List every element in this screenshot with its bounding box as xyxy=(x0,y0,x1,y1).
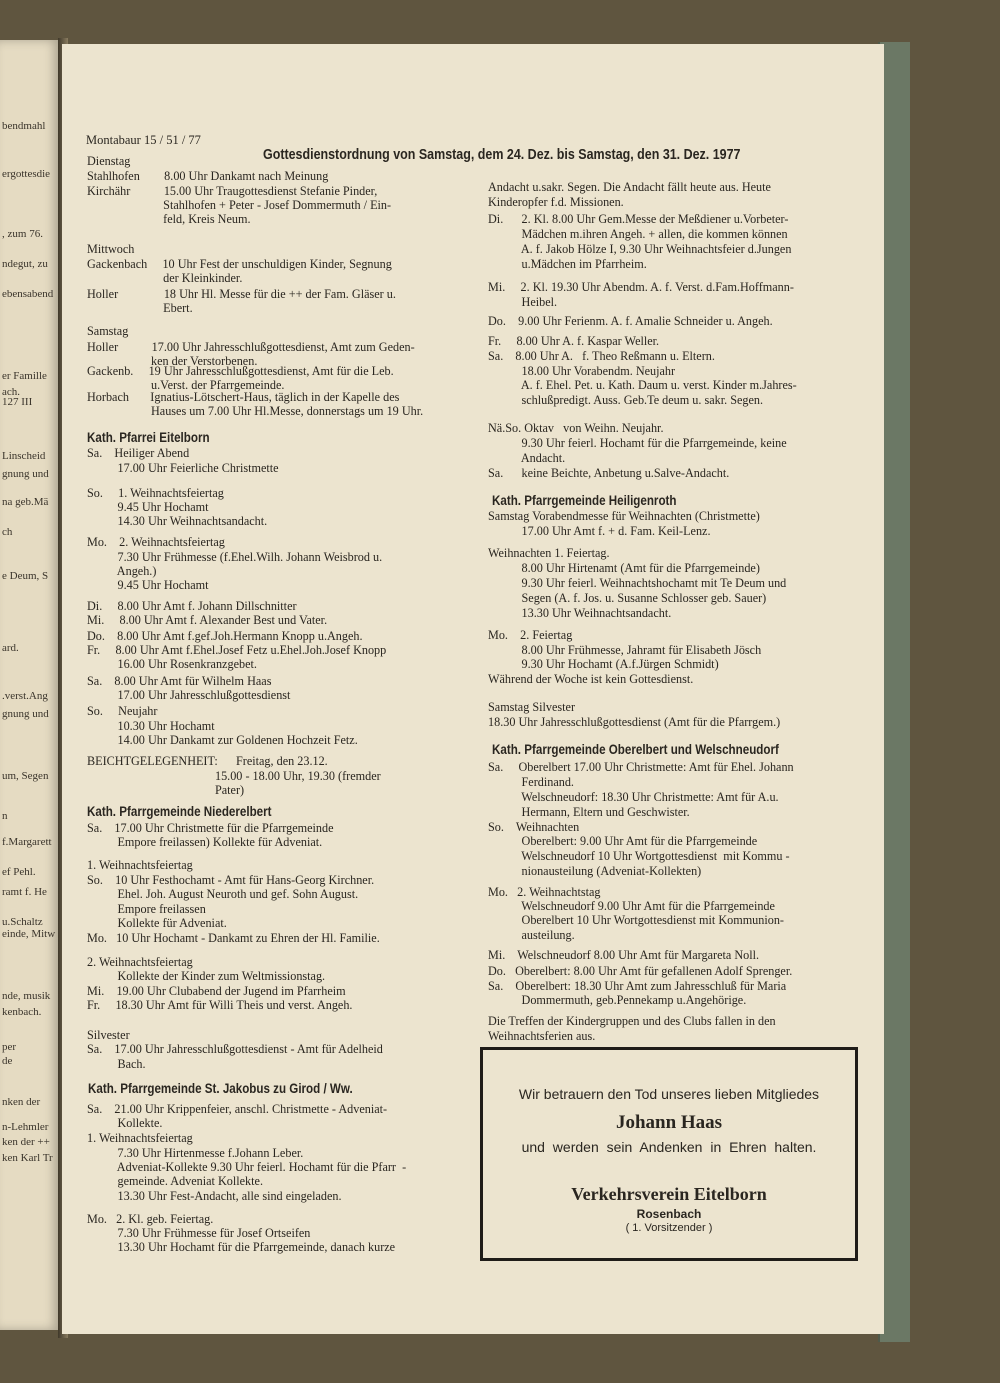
left-page-fragment: ergottesdie xyxy=(2,168,51,180)
schedule-line: Di. 2. Kl. 8.00 Uhr Gem.Messe der Meßdiener u.Vorbeter- xyxy=(488,212,789,226)
schedule-line: Holler 17.00 Uhr Jahresschlußgottesdienst, Amt zum Geden- xyxy=(87,340,415,354)
schedule-line: der Kleinkinder. xyxy=(87,271,243,285)
left-page-fragment: n xyxy=(2,810,8,822)
schedule-line: u.Mädchen im Pfarrheim. xyxy=(488,257,647,271)
left-page-edge xyxy=(0,40,60,1330)
schedule-line: Andacht. xyxy=(488,451,566,465)
heading-girod: Kath. Pfarrgemeinde St. Jakobus zu Girod / Ww. xyxy=(88,1081,353,1096)
schedule-line: Oberelbert 10 Uhr Wortgottesdienst mit Kommunion- xyxy=(488,913,784,927)
schedule-line: 1. Weihnachtsfeiertag xyxy=(87,1131,193,1145)
left-page-fragment: nde, musik xyxy=(2,990,51,1002)
schedule-line: Sa. Oberelbert 17.00 Uhr Christmette: Amt für Ehel. Johann xyxy=(488,760,794,774)
left-page-fragment: n-Lehmler xyxy=(2,1121,49,1133)
schedule-line: Kollekte für Adveniat. xyxy=(87,916,227,930)
schedule-line: 17.00 Uhr Jahresschlußgottesdienst xyxy=(87,688,291,702)
notice-line2: und werden sein Andenken in Ehren halten. xyxy=(521,1139,817,1155)
schedule-line: Mi. 2. Kl. 19.30 Uhr Abendm. A. f. Verst. d.Fam.Hoffmann- xyxy=(488,280,794,294)
left-page-fragment: u.Schaltz xyxy=(2,916,43,928)
schedule-line: BEICHTGELEGENHEIT: Freitag, den 23.12. xyxy=(87,754,328,768)
schedule-line: 16.00 Uhr Rosenkranzgebet. xyxy=(87,657,257,671)
schedule-line: Sa. 21.00 Uhr Krippenfeier, anschl. Christmette - Adveniat- xyxy=(87,1102,388,1116)
left-page-fragment: um, Segen xyxy=(2,770,49,782)
left-page-fragment: ken Karl Tr xyxy=(2,1152,53,1164)
schedule-line: Samstag xyxy=(87,324,129,338)
schedule-line: Segen (A. f. Jos. u. Susanne Schlosser geb. Sauer) xyxy=(488,591,767,605)
left-page-fragment: gnung und xyxy=(2,468,49,480)
schedule-line: Weihnachtsferien aus. xyxy=(488,1029,596,1043)
schedule-line: 8.00 Uhr Hirtenamt (Amt für die Pfarrgemeinde) xyxy=(488,561,760,575)
schedule-line: Empore freilassen) Kollekte für Adveniat. xyxy=(87,835,323,849)
left-page-fragment: ramt f. He xyxy=(2,886,47,898)
schedule-line: Nä.So. Oktav von Weihn. Neujahr. xyxy=(488,421,664,435)
schedule-line: nionausteilung (Adveniat-Kollekten) xyxy=(488,864,702,878)
schedule-line: 1. Weihnachtsfeiertag xyxy=(87,858,193,872)
schedule-line: Welschneudorf 10 Uhr Wortgottesdienst mit Kommu - xyxy=(488,849,790,863)
schedule-line: Welschneudorf: 18.30 Uhr Christmette: Amt für A.u. xyxy=(488,790,779,804)
left-page-fragment: e Deum, S xyxy=(2,570,49,582)
schedule-line: feld, Kreis Neum. xyxy=(87,212,251,226)
schedule-line: 7.30 Uhr Frühmesse für Josef Ortseifen xyxy=(87,1226,311,1240)
schedule-line: Stahlhofen 8.00 Uhr Dankamt nach Meinung xyxy=(87,169,329,183)
schedule-line: Gackenbach 10 Uhr Fest der unschuldigen Kinder, Segnung xyxy=(87,257,392,271)
schedule-line: So. 10 Uhr Festhochamt - Amt für Hans-Georg Kirchner. xyxy=(87,873,375,887)
left-page-fragment: ebensabend xyxy=(2,288,54,300)
schedule-line: Oberelbert: 9.00 Uhr Amt für die Pfarrgemeinde xyxy=(488,834,758,848)
schedule-line: Do. 9.00 Uhr Ferienm. A. f. Amalie Schneider u. Angeh. xyxy=(488,314,773,328)
left-page-fragment: ch xyxy=(2,526,13,538)
schedule-line: Pater) xyxy=(87,783,245,797)
notice-organization: Verkehrsverein Eitelborn xyxy=(571,1184,767,1204)
schedule-line: ken der Verstorbenen. xyxy=(87,354,258,368)
schedule-line: 9.45 Uhr Hochamt xyxy=(87,578,209,592)
schedule-line: 7.30 Uhr Hirtenmesse f.Johann Leber. xyxy=(87,1146,304,1160)
notice-line1: Wir betrauern den Tod unseres lieben Mitgliedes xyxy=(518,1086,820,1102)
left-page-fragment: .verst.Ang xyxy=(2,690,48,702)
schedule-line: 18.30 Uhr Jahresschlußgottesdienst (Amt für die Pfarrgem.) xyxy=(488,715,781,729)
schedule-line: Ebert. xyxy=(87,301,193,315)
schedule-line: A. f. Ehel. Pet. u. Kath. Daum u. verst. Kinder m.Jahres- xyxy=(488,378,797,392)
schedule-line: 14.30 Uhr Weihnachtsandacht. xyxy=(87,514,268,528)
schedule-line: u.Verst. der Pfarrgemeinde. xyxy=(87,378,285,392)
schedule-line: Kinderopfer f.d. Missionen. xyxy=(488,195,624,209)
schedule-line: 2. Weihnachtsfeiertag xyxy=(87,955,193,969)
schedule-line: Do. Oberelbert: 8.00 Uhr Amt für gefallenen Adolf Sprenger. xyxy=(488,964,793,978)
notice-signer: Rosenbach xyxy=(636,1207,702,1221)
schedule-line: Kollekte. xyxy=(87,1116,163,1130)
schedule-line: So. Weihnachten xyxy=(488,820,580,834)
left-page-fragment: einde, Mitw xyxy=(2,928,56,940)
schedule-line: Hermann, Eltern und Geschwister. xyxy=(488,805,690,819)
schedule-line: 13.30 Uhr Weihnachtsandacht. xyxy=(488,606,672,620)
left-page-fragment: per xyxy=(2,1041,17,1053)
left-page-fragment: er Famille xyxy=(2,370,47,382)
schedule-line: Sa. 8.00 Uhr Amt für Wilhelm Haas xyxy=(87,674,272,688)
left-page-fragment: bendmahl xyxy=(2,120,46,132)
schedule-line: Adveniat-Kollekte 9.30 Uhr feierl. Hochamt für die Pfarr - xyxy=(87,1160,407,1174)
schedule-line: Do. 8.00 Uhr Amt f.gef.Joh.Hermann Knopp u.Angeh. xyxy=(87,629,363,643)
left-page-fragment: , zum 76. xyxy=(2,228,43,240)
schedule-line: 9.30 Uhr feierl. Weihnachtshochamt mit Te Deum und xyxy=(488,576,787,590)
obituary-notice xyxy=(480,1047,858,1261)
schedule-line: austeilung. xyxy=(488,928,575,942)
schedule-line: Samstag Silvester xyxy=(488,700,575,714)
schedule-line: Horbach Ignatius-Lötschert-Haus, täglich in der Kapelle des xyxy=(87,390,400,404)
schedule-line: Sa. Heiliger Abend xyxy=(87,446,190,460)
schedule-line: Mädchen m.ihren Angeh. + allen, die kommen können xyxy=(488,227,788,241)
schedule-line: Sa. 17.00 Uhr Jahresschlußgottesdienst - Amt für Adelheid xyxy=(87,1042,383,1056)
left-page-fragment: ndegut, zu xyxy=(2,258,48,270)
schedule-line: Mo. 2. Kl. geb. Feiertag. xyxy=(87,1212,214,1226)
schedule-line: Silvester xyxy=(87,1028,130,1042)
schedule-line: Fr. 18.30 Uhr Amt für Willi Theis und verst. Angeh. xyxy=(87,998,353,1012)
schedule-line: A. f. Jakob Hölze I, 9.30 Uhr Weihnachtsfeier d.Jungen xyxy=(488,242,792,256)
schedule-line: Kollekte der Kinder zum Weltmissionstag. xyxy=(87,969,326,983)
schedule-line: Ehel. Joh. August Neuroth und gef. Sohn August. xyxy=(87,887,359,901)
schedule-line: 9.45 Uhr Hochamt xyxy=(87,500,209,514)
notice-role: ( 1. Vorsitzender ) xyxy=(625,1222,713,1234)
schedule-line: Mo. 10 Uhr Hochamt - Dankamt zu Ehren der Hl. Familie. xyxy=(87,931,380,945)
schedule-line: Dommermuth, geb.Pennekamp u.Angehörige. xyxy=(488,993,747,1007)
schedule-line: Samstag Vorabendmesse für Weihnachten (Christmette) xyxy=(488,509,760,523)
schedule-line: Kirchähr 15.00 Uhr Traugottesdienst Stefanie Pinder, xyxy=(87,184,378,198)
schedule-line: Sa. keine Beichte, Anbetung u.Salve-Andacht. xyxy=(488,466,730,480)
schedule-line: 13.30 Uhr Fest-Andacht, alle sind eingeladen. xyxy=(87,1189,342,1203)
heading-niederelbert: Kath. Pfarrgemeinde Niederelbert xyxy=(87,804,272,819)
schedule-line: 15.00 - 18.00 Uhr, 19.30 (fremder xyxy=(87,769,381,783)
schedule-line: Fr. 8.00 Uhr A. f. Kaspar Weller. xyxy=(488,334,660,348)
schedule-line: Während der Woche ist kein Gottesdienst. xyxy=(488,672,694,686)
schedule-line: Empore freilassen xyxy=(87,902,206,916)
issue-number: Montabaur 15 / 51 / 77 xyxy=(86,133,201,147)
schedule-line: So. 1. Weihnachtsfeiertag xyxy=(87,486,224,500)
left-page-fragment: na geb.Mä xyxy=(2,496,49,508)
schedule-line: Hauses um 7.00 Uhr Hl.Messe, donnerstags um 19 Uhr. xyxy=(87,404,424,418)
schedule-line: Heibel. xyxy=(488,295,558,309)
page-title: Gottesdienstordnung von Samstag, dem 24. Dez. bis Samstag, den 31. Dez. 1977 xyxy=(263,147,741,163)
left-page-fragment: Linscheid xyxy=(2,450,46,462)
left-page-fragment: nken der xyxy=(2,1096,41,1108)
left-page-fragment: de xyxy=(2,1055,13,1067)
schedule-line: Gackenb. 19 Uhr Jahresschlußgottesdienst, Amt für die Leb. xyxy=(87,364,394,378)
schedule-line: Weihnachten 1. Feiertag. xyxy=(488,546,610,560)
schedule-line: 7.30 Uhr Frühmesse (f.Ehel.Wilh. Johann Weisbrod u. xyxy=(87,550,383,564)
schedule-line: 8.00 Uhr Frühmesse, Jahramt für Elisabeth Jösch xyxy=(488,643,762,657)
schedule-line: Mo. 2. Weihnachtsfeiertag xyxy=(87,535,225,549)
schedule-line: 9.30 Uhr Hochamt (A.f.Jürgen Schmidt) xyxy=(488,657,719,671)
schedule-line: Mo. 2. Weihnachtstag xyxy=(488,885,601,899)
schedule-line: Dienstag xyxy=(87,154,131,168)
schedule-line: Sa. 17.00 Uhr Christmette für die Pfarrgemeinde xyxy=(87,821,334,835)
schedule-line: schlußpredigt. Auss. Geb.Te deum u. sakr. Segen. xyxy=(488,393,764,407)
left-page-fragment: f.Margarett xyxy=(2,836,52,848)
left-page-fragment: gnung und xyxy=(2,708,49,720)
schedule-line: Andacht u.sakr. Segen. Die Andacht fällt heute aus. Heute xyxy=(488,180,771,194)
heading-oberelbert: Kath. Pfarrgemeinde Oberelbert und Welschneudorf xyxy=(492,742,779,757)
schedule-line: Mittwoch xyxy=(87,242,135,256)
schedule-line: Angeh.) xyxy=(87,564,157,578)
left-page-fragment: kenbach. xyxy=(2,1006,42,1018)
heading-eitelborn: Kath. Pfarrei Eitelborn xyxy=(87,430,210,445)
notice-name: Johann Haas xyxy=(615,1112,723,1133)
schedule-line: Welschneudorf 9.00 Uhr Amt für die Pfarrgemeinde xyxy=(488,899,775,913)
schedule-line: Mi. 8.00 Uhr Amt f. Alexander Best und Vater. xyxy=(87,613,328,627)
schedule-line: Bach. xyxy=(87,1057,146,1071)
schedule-line: 18.00 Uhr Vorabendm. Neujahr xyxy=(488,364,676,378)
schedule-line: Fr. 8.00 Uhr Amt f.Ehel.Josef Fetz u.Ehel.Joh.Josef Knopp xyxy=(87,643,387,657)
heading-heiligenroth: Kath. Pfarrgemeinde Heiligenroth xyxy=(492,493,677,508)
schedule-line: Stahlhofen + Peter - Josef Dommermuth / Ein- xyxy=(87,198,392,212)
schedule-line: Sa. 8.00 Uhr A. f. Theo Reßmann u. Eltern. xyxy=(488,349,715,363)
schedule-line: Ferdinand. xyxy=(488,775,574,789)
schedule-line: Mi. 19.00 Uhr Clubabend der Jugend im Pfarrheim xyxy=(87,984,346,998)
left-page-fragment: ef Pehl. xyxy=(2,866,36,878)
schedule-line: Holler 18 Uhr Hl. Messe für die ++ der Fam. Gläser u. xyxy=(87,287,396,301)
schedule-line: Mi. Welschneudorf 8.00 Uhr Amt für Margareta Noll. xyxy=(488,948,760,962)
schedule-line: 9.30 Uhr feierl. Hochamt für die Pfarrgemeinde, keine xyxy=(488,436,787,450)
left-page-fragment: ach. xyxy=(2,386,21,398)
schedule-line: 10.30 Uhr Hochamt xyxy=(87,719,215,733)
schedule-line: Mo. 2. Feiertag xyxy=(488,628,573,642)
schedule-line: 17.00 Uhr Amt f. + d. Fam. Keil-Lenz. xyxy=(488,524,711,538)
schedule-line: gemeinde. Adveniat Kollekte. xyxy=(87,1174,263,1188)
schedule-line: 13.30 Uhr Hochamt für die Pfarrgemeinde, danach kurze xyxy=(87,1240,396,1254)
schedule-line: 14.00 Uhr Dankamt zur Goldenen Hochzeit Fetz. xyxy=(87,733,358,747)
left-page-fragment: ard. xyxy=(2,642,19,654)
left-page-fragment: 127 III xyxy=(2,396,33,408)
schedule-line: Die Treffen der Kindergruppen und des Clubs fallen in den xyxy=(488,1014,776,1028)
schedule-line: So. Neujahr xyxy=(87,704,158,718)
schedule-line: 17.00 Uhr Feierliche Christmette xyxy=(87,461,279,475)
schedule-line: Sa. Oberelbert: 18.30 Uhr Amt zum Jahresschluß für Maria xyxy=(488,979,787,993)
left-page-fragment: ken der ++ xyxy=(2,1136,50,1148)
schedule-line: Di. 8.00 Uhr Amt f. Johann Dillschnitter xyxy=(87,599,297,613)
